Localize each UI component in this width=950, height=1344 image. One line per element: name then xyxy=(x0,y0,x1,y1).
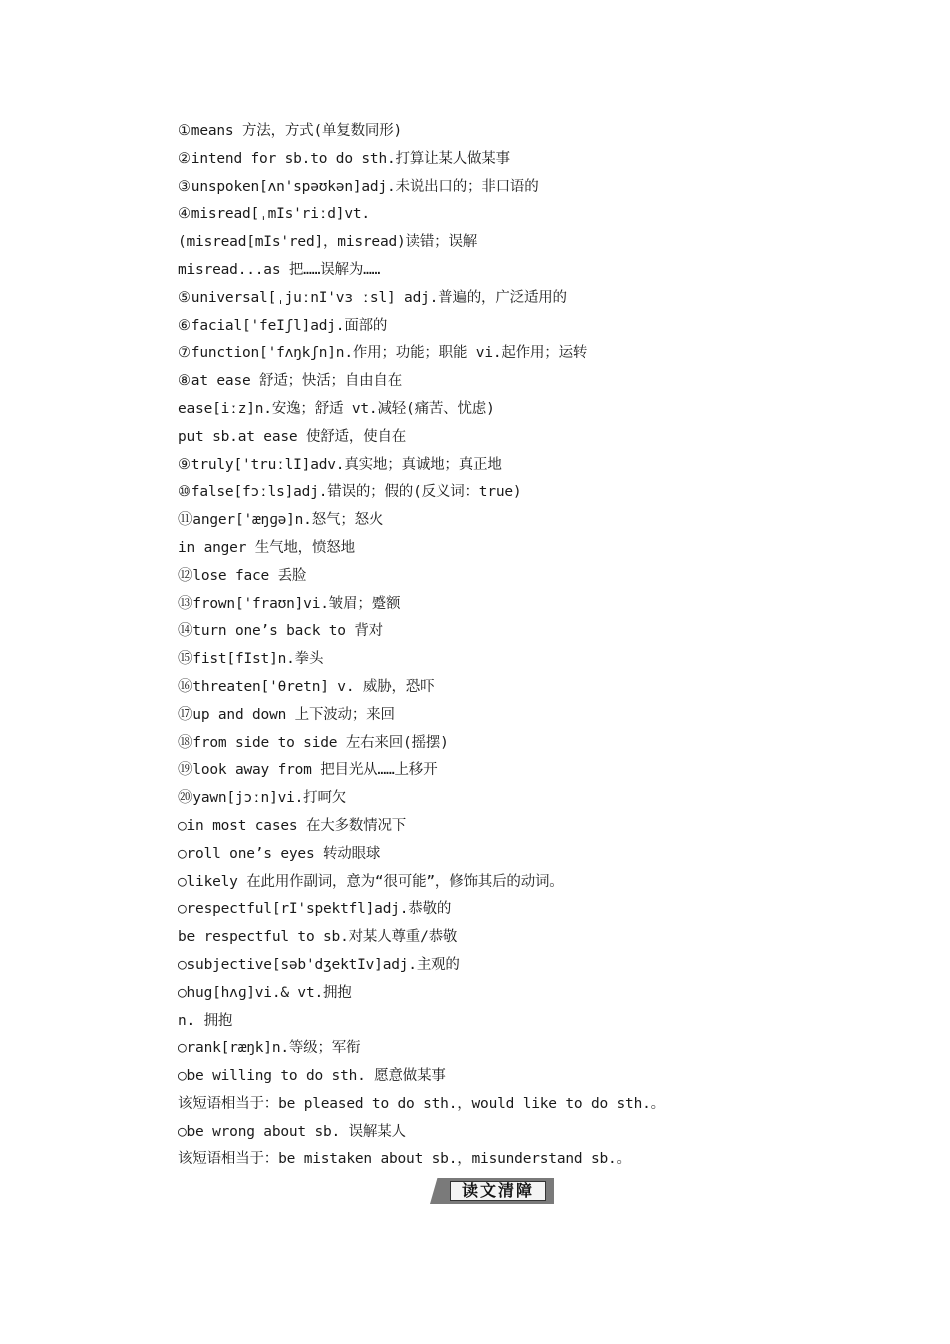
vocab-line: ①means 方法，方式(单复数同形) xyxy=(178,123,403,139)
vocab-line: ③unspoken[ʌn'spəʊkən]adj.未说出口的；非口语的 xyxy=(178,178,539,195)
vocabulary-list xyxy=(178,118,878,1174)
vocab-line: ○rank[ræŋk]n.等级；军衔 xyxy=(178,1040,361,1057)
vocab-line: ○in most cases 在大多数情况下 xyxy=(178,817,407,834)
vocab-line: ⑦function['fʌŋkʃn]n.作用；功能；职能 vi.起作用；运转 xyxy=(178,345,588,362)
section-banner xyxy=(430,1178,554,1204)
vocab-line: ⑪anger['æŋɡə]n.怒气；怒火 xyxy=(178,512,384,529)
vocab-line: ⑨truly['truːlI]adv.真实地；真诚地；真正地 xyxy=(178,456,502,473)
vocab-line: ⑬frown['fraʊn]vi.皱眉；蹙额 xyxy=(178,595,401,612)
vocab-line: ease[iːz]n.安逸；舒适 vt.减轻(痛苦、忧虑) xyxy=(178,400,495,417)
vocab-line: n. 拥抱 xyxy=(178,1012,233,1029)
vocab-line: ⑰up and down 上下波动；来回 xyxy=(178,706,395,723)
vocab-line: ⑲look away from 把目光从……上移开 xyxy=(178,762,438,779)
vocab-line: ④misread[ˌmIs'riːd]vt. xyxy=(178,206,370,223)
vocab-line: ○roll one’s eyes 转动眼球 xyxy=(178,845,381,862)
vocab-line: ○be wrong about sb. 误解某人 xyxy=(178,1123,406,1140)
vocab-line: ○be willing to do sth. 愿意做某事 xyxy=(178,1068,446,1085)
vocab-line: ⑫lose face 丢脸 xyxy=(178,567,307,584)
vocab-line: ⑱from side to side 左右来回(摇摆) xyxy=(178,734,449,751)
vocab-line: ⑳yawn[jɔːn]vi.打呵欠 xyxy=(178,790,347,807)
vocab-line: ⑮fist[fIst]n.拳头 xyxy=(178,651,324,668)
vocab-line: in anger 生气地，愤怒地 xyxy=(178,539,355,556)
vocab-line: ⑧at ease 舒适；快活；自由自在 xyxy=(178,373,403,390)
vocab-line: ⑯threaten['θretn] v. 威胁，恐吓 xyxy=(178,678,435,695)
vocab-line: misread...as 把……误解为…… xyxy=(178,261,381,278)
vocab-line: 该短语相当于：be mistaken about sb.，misunderstand sb.。 xyxy=(178,1151,631,1168)
vocab-line: 该短语相当于：be pleased to do sth.，would like to do sth.。 xyxy=(178,1095,665,1112)
vocab-line: put sb.at ease 使舒适，使自在 xyxy=(178,428,407,445)
vocab-line: ②intend for sb.to do sth.打算让某人做某事 xyxy=(178,150,510,167)
vocab-line: ⑩false[fɔːls]adj.错误的；假的(反义词：true) xyxy=(178,484,522,501)
vocab-line: ⑥facial['feIʃl]adj.面部的 xyxy=(178,317,388,334)
vocab-line: ○hug[hʌɡ]vi.& vt.拥抱 xyxy=(178,984,352,1001)
vocab-line: ○likely 在此用作副词，意为“很可能”，修饰其后的动词。 xyxy=(178,873,564,890)
vocab-line: (misread[mIs'red]，misread)读错；误解 xyxy=(178,234,478,251)
section-banner-title: 读文清障 xyxy=(450,1181,546,1201)
vocab-line: ○subjective[səb'dʒektIv]adj.主观的 xyxy=(178,956,460,973)
vocab-line: ⑤universal[ˌjuːnI'vɜ ːsl] adj.普遍的，广泛适用的 xyxy=(178,289,567,306)
vocab-line: be respectful to sb.对某人尊重/恭敬 xyxy=(178,929,458,946)
vocab-line: ⑭turn one’s back to 背对 xyxy=(178,623,383,640)
vocab-line: ○respectful[rI'spektfl]adj.恭敬的 xyxy=(178,901,452,918)
